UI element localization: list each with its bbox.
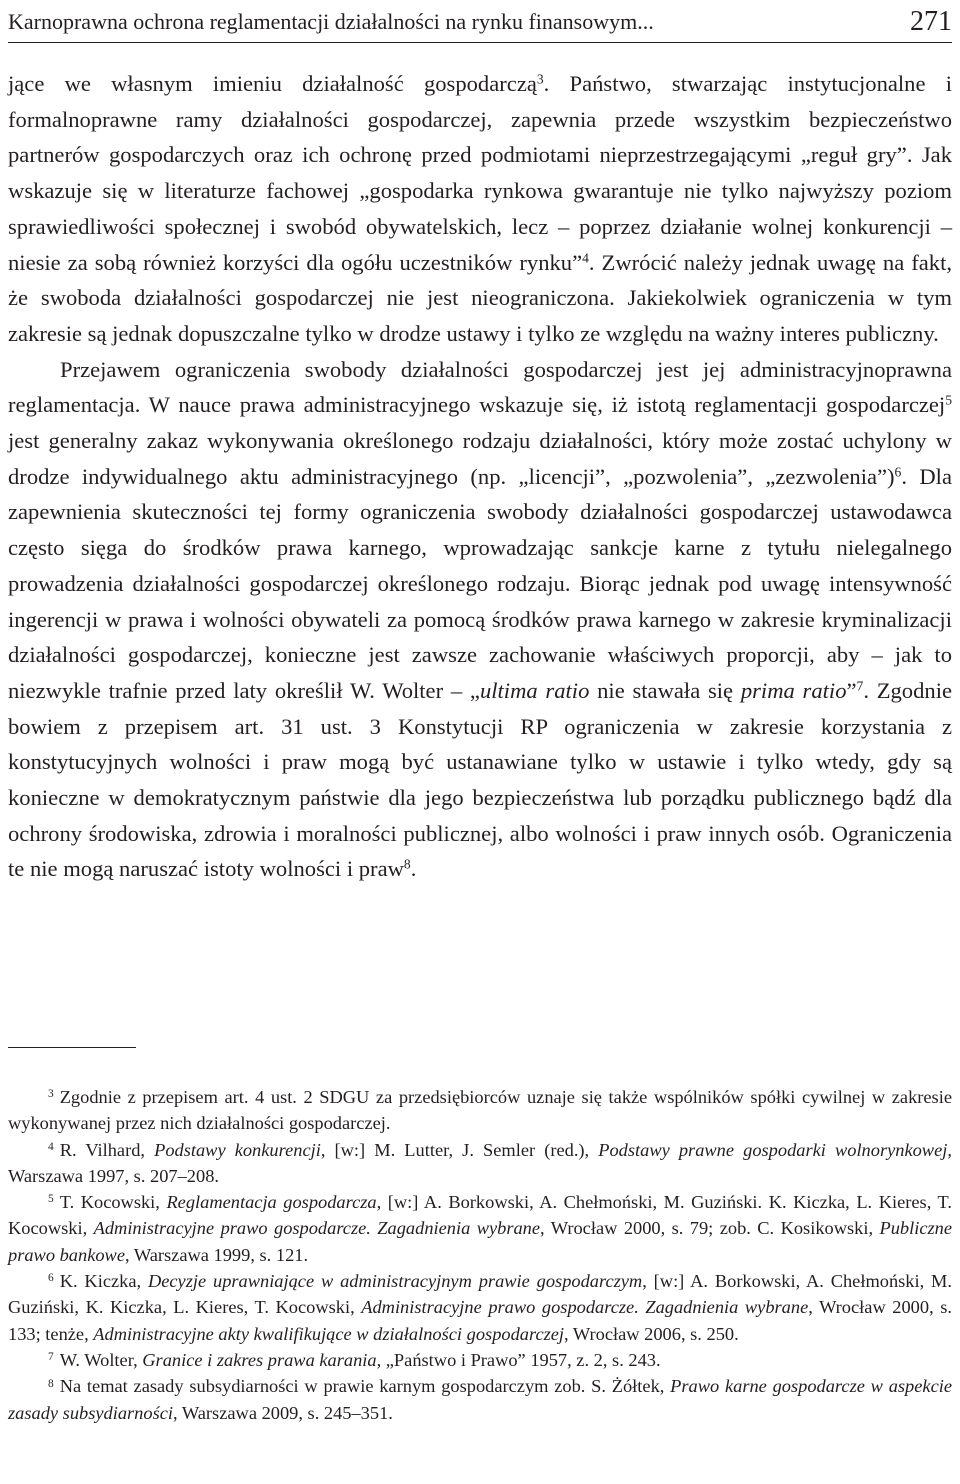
text-run: , Wrocław 2006, s. 250. xyxy=(564,1323,739,1344)
main-text xyxy=(8,66,952,887)
text-run: , Wrocław 2000, s. 133; tenże, xyxy=(8,1297,952,1344)
footnotes xyxy=(8,1084,952,1426)
footnote-separator xyxy=(8,1047,136,1048)
text-run: , Warszawa 1997, s. 207–208. xyxy=(8,1139,952,1186)
footnote-number: 6 xyxy=(48,1272,54,1285)
running-header xyxy=(8,2,952,43)
text-run: . Dla zapewnienia skuteczności tej formy ograniczenia swobody działalności gospodarczej ustawodawca często sięga do środków prawa karnego, wprowadzając sankcje karne z tytułu nielegalnego prowadzenia działalności gospodarczej określonego rodzaju. Biorąc jednak pod uwagę intensywność ingerencji w prawa i wolności obywateli za pomocą środków prawa karnego w zakresie kryminalizacji działalności gospodarczej, konieczne jest zawsze zachowanie właściwych proporcji, aby – jak to niezwykle trafnie przed laty określił W. Wolter – „ xyxy=(8,463,952,703)
footnote-number: 4 xyxy=(48,1140,54,1153)
footnote-reference: 8 xyxy=(403,857,411,873)
footnote-number: 8 xyxy=(48,1377,54,1390)
text-run: . Państwo, stwarzając instytucjonalne i formalnoprawne ramy działalności gospodarczej, zapewnia przede wszystkim bezpieczeństwo partnerów gospodarczych oraz ich ochronę przed podmiotami nieprzestrzegającymi „reguł gry”. Jak wskazuje się w literaturze fachowej „gospodarka rynkowa gwarantuje nie tylko najwyższy poziom sprawiedliwości społecznej i swobód obywatelskich, lecz – poprzez działanie wolnej konkurencji – niesie za sobą również korzyści dla ogółu uczestników rynku” xyxy=(8,71,952,275)
footnote-number: 5 xyxy=(48,1193,54,1206)
italic-text: Prawo karne gospodarcze w aspekcie zasady subsydiarności xyxy=(8,1376,952,1423)
italic-text: Reglamentacja gospodarcza xyxy=(166,1192,377,1213)
footnote xyxy=(8,1137,952,1190)
text-run: R. Vilhard, xyxy=(59,1139,155,1160)
body-paragraph xyxy=(8,66,952,352)
text-run: . Zgodnie bowiem z przepisem art. 31 ust. 3 Konstytucji RP ograniczenia w zakresie korzystania z konstytucyjnych wolności i praw mogą być ustanawiane tylko w ustawie i tylko wtedy, gdy są konieczne w demokratycznym państwie dla jego bezpieczeństwa lub porządku publicznego bądź dla ochrony środowiska, zdrowia i moralności publicznej, albo wolności i praw innych osób. Ograniczenia te nie mogą naruszać istoty wolności i praw xyxy=(8,677,953,882)
text-run: . Zwrócić należy jednak uwagę na fakt, że swoboda działalności gospodarczej nie jest nieograniczona. Jakiekolwiek ograniczenia w tym zakresie są jednak dopuszczalne tylko w drodze ustawy i tylko ze względu na ważny interes publiczny. xyxy=(8,249,952,346)
text-run: Przejawem ograniczenia swobody działalności gospodarczej jest jej administracyjnoprawna reglamentacja. W nauce prawa administracyjnego wskazuje się, iż istotą reglamentacji gospodarczej xyxy=(8,356,952,418)
footnote xyxy=(8,1084,952,1137)
italic-text: Podstawy konkurencji xyxy=(154,1139,321,1160)
body-paragraph xyxy=(8,352,952,888)
italic-text: Podstawy prawne gospodarki wolnorynkowej xyxy=(598,1139,948,1160)
italic-text: Publiczne prawo bankowe xyxy=(8,1218,953,1265)
footnote-reference: 4 xyxy=(582,250,589,266)
footnote xyxy=(8,1189,952,1268)
footnote xyxy=(8,1347,952,1373)
footnote-number: 3 xyxy=(48,1088,54,1101)
running-title: Karnoprawna ochrona reglamentacji działalności na rynku finansowym... xyxy=(8,9,654,34)
italic-text: Granice i zakres prawa karania xyxy=(142,1349,377,1370)
italic-text: Decyzje uprawniające w administracyjnym prawie gospodarczym xyxy=(147,1271,643,1292)
text-run: jest generalny zakaz wykonywania określonego rodzaju działalności, który może zostać uchylony w drodze indywidualnego aktu administracyjnego (np. „licencji”, „pozwolenia”, „zezwolenia”) xyxy=(8,428,952,489)
text-run: , Warszawa 1999, s. 121. xyxy=(124,1244,309,1265)
page-number: 271 xyxy=(910,6,952,37)
text-run: W. Wolter, xyxy=(59,1349,143,1370)
text-run: Na temat zasady subsydiarności w prawie karnym gospodarczym zob. S. Żółtek, xyxy=(59,1376,671,1397)
italic-text: Administracyjne prawo gospodarcze. Zagadnienia wybrane xyxy=(361,1297,809,1318)
italic-text: ultima ratio xyxy=(479,677,590,703)
text-run: , Wrocław 2000, s. 79; zob. C. Kosikowski, xyxy=(540,1218,880,1239)
footnote-reference: 3 xyxy=(536,71,544,87)
text-run: T. Kocowski, xyxy=(59,1192,167,1213)
text-run: Zgodnie z przepisem art. 4 ust. 2 SDGU za przedsiębiorców uznaje się także wspólników spółki cywilnej w zakresie wykonywanej przez nich działalności gospodarczej. xyxy=(8,1087,952,1134)
text-run: nie stawała się xyxy=(589,677,741,703)
footnote xyxy=(8,1268,952,1347)
text-run: , [w:] A. Borkowski, A. Chełmoński, M. Guziński, K. Kiczka, L. Kieres, T. Kocowski, xyxy=(8,1271,953,1318)
text-run: , Warszawa 2009, s. 245–351. xyxy=(173,1402,393,1423)
text-run: jące we własnym imieniu działalność gospodarczą xyxy=(8,71,537,96)
footnote-reference: 7 xyxy=(856,678,864,694)
italic-text: Administracyjne akty kwalifikujące w działalności gospodarczej xyxy=(93,1323,565,1344)
text-run: , [w:] M. Lutter, J. Semler (red.), xyxy=(320,1139,599,1160)
footnote-number: 7 xyxy=(48,1351,54,1364)
footnote-reference: 6 xyxy=(894,464,902,480)
footnote-reference: 5 xyxy=(945,392,952,408)
text-run: , [w:] A. Borkowski, A. Chełmoński, M. Guziński. K. Kiczka, L. Kieres, T. Kocowski, xyxy=(8,1192,952,1239)
italic-text: Administracyjne prawo gospodarcze. Zagadnienia wybrane xyxy=(93,1218,541,1239)
text-run: ” xyxy=(846,677,857,703)
text-run: , „Państwo i Prawo” 1957, z. 2, s. 243. xyxy=(376,1349,661,1370)
text-run: . xyxy=(410,856,417,882)
italic-text: prima ratio xyxy=(740,677,847,703)
text-run: K. Kiczka, xyxy=(59,1271,148,1292)
footnote xyxy=(8,1373,952,1426)
